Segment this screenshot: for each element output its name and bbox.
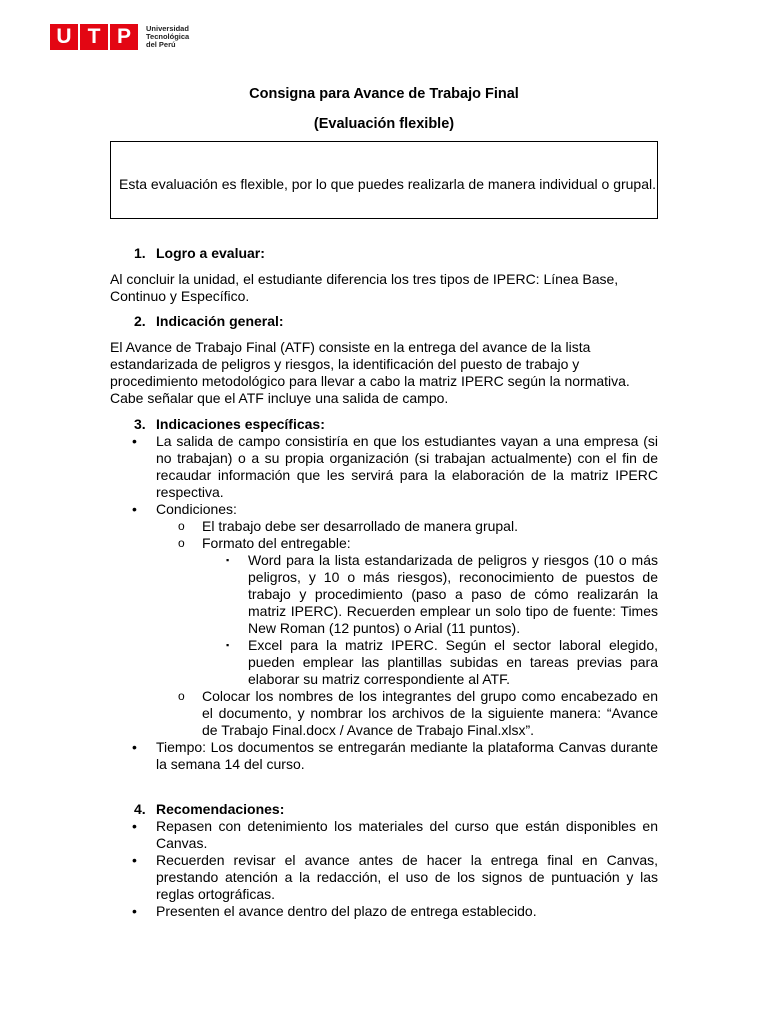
bullet-marker: • (132, 903, 137, 919)
logo-letter-t: T (80, 24, 108, 50)
logo-line: del Perú (146, 40, 176, 49)
square-marker: ▪ (226, 555, 230, 565)
sub-list-item (110, 518, 658, 535)
list-item-text: Colocar los nombres de los integrantes del grupo como encabezado en el documento, y nombrar los archivos de la siguiente manera: “Avance de Trabajo Final.docx / Avance de Trabajo Final.xlsx”. (202, 688, 658, 738)
section-title: Logro a evaluar: (156, 245, 265, 261)
bullet-marker: • (132, 818, 137, 834)
notice-text: Esta evaluación es flexible, por lo que puedes realizarla de manera individual o grupal. (119, 176, 656, 192)
document-title: Consigna para Avance de Trabajo Final (249, 86, 519, 102)
list-item-text: La salida de campo consistiría en que los estudiantes vayan a una empresa (si no trabajan) o a su propia organización (si trabajan actualmente) con el fin de recaudar información que les servirá para la elaboración de la matriz IPERC respectiva. (156, 433, 658, 500)
section-title: Indicaciones específicas: (156, 416, 325, 432)
bullet-marker: • (132, 739, 137, 755)
document-body (110, 245, 658, 920)
sub-list-item (110, 688, 658, 739)
logo-line: Tecnológica (146, 32, 190, 41)
list-item-text: Formato del entregable: (202, 535, 351, 551)
list-item (110, 852, 658, 903)
logo-university-name (146, 25, 189, 49)
list-item-text: El trabajo debe ser desarrollado de manera grupal. (202, 518, 518, 534)
list-item (110, 433, 658, 501)
section-heading (110, 801, 658, 818)
list-item (110, 739, 658, 773)
section-title: Recomendaciones: (156, 801, 285, 817)
utp-logo (50, 24, 189, 50)
square-marker: ▪ (226, 640, 230, 650)
document-subtitle: (Evaluación flexible) (313, 116, 455, 132)
sub-sub-list-item (110, 637, 658, 688)
logo-letter-u: U (50, 24, 78, 50)
section-title: Indicación general: (156, 313, 284, 329)
section-number: 1. (134, 245, 146, 261)
list-item-text: Tiempo: Los documentos se entregarán mediante la plataforma Canvas durante la semana 14 del curso. (156, 739, 658, 772)
section-heading (110, 313, 658, 330)
bullet-marker: • (132, 433, 137, 449)
section-heading (110, 245, 658, 262)
list-item-text: Presenten el avance dentro del plazo de entrega establecido. (156, 903, 537, 919)
logo-line: Universidad (146, 24, 189, 33)
sub-list-item (110, 535, 658, 552)
bullet-marker: • (132, 852, 137, 868)
list-item (110, 501, 658, 518)
sub-sub-list-item (110, 552, 658, 637)
notice-box (110, 141, 658, 219)
section-heading (110, 416, 658, 433)
list-item-text: Recuerden revisar el avance antes de hacer la entrega final en Canvas, prestando atención a la redacción, el uso de los signos de puntuación y las reglas ortográficas. (156, 852, 658, 902)
list-item-text: Repasen con detenimiento los materiales del curso que están disponibles en Canvas. (156, 818, 658, 851)
list-item (110, 818, 658, 852)
section-number: 3. (134, 416, 146, 432)
bullet-marker: • (132, 501, 137, 517)
circle-marker: o (178, 536, 185, 550)
list-item-text: Condiciones: (156, 501, 237, 517)
section-paragraph: Al concluir la unidad, el estudiante diferencia los tres tipos de IPERC: Línea Base, Continuo y Específico. (110, 271, 619, 304)
section-paragraph: El Avance de Trabajo Final (ATF) consiste en la entrega del avance de la lista estandarizada de peligros y riesgos, la identificación del puesto de trabajo y procedimiento metodológico para llevar a cabo la matriz IPERC según la normativa. Cabe señalar que el ATF incluye una salida de campo. (110, 339, 630, 406)
section-number: 2. (134, 313, 146, 329)
section-number: 4. (134, 801, 146, 817)
list-item-text: Word para la lista estandarizada de peligros y riesgos (10 o más peligros, y 10 o más riesgos), reconocimiento de puestos de trabajo y procedimiento (paso a paso de cómo realizarán la matriz IPERC). Recuerden emplear un solo tipo de fuente: Times New Roman (12 puntos) o Arial (11 puntos). (248, 552, 658, 636)
circle-marker: o (178, 689, 185, 703)
list-item-text: Excel para la matriz IPERC. Según el sector laboral elegido, pueden emplear las plantillas subidas en tareas previas para elaborar su matriz correspondiente al ATF. (248, 637, 658, 687)
logo-letter-p: P (110, 24, 138, 50)
circle-marker: o (178, 519, 185, 533)
list-item (110, 903, 658, 920)
